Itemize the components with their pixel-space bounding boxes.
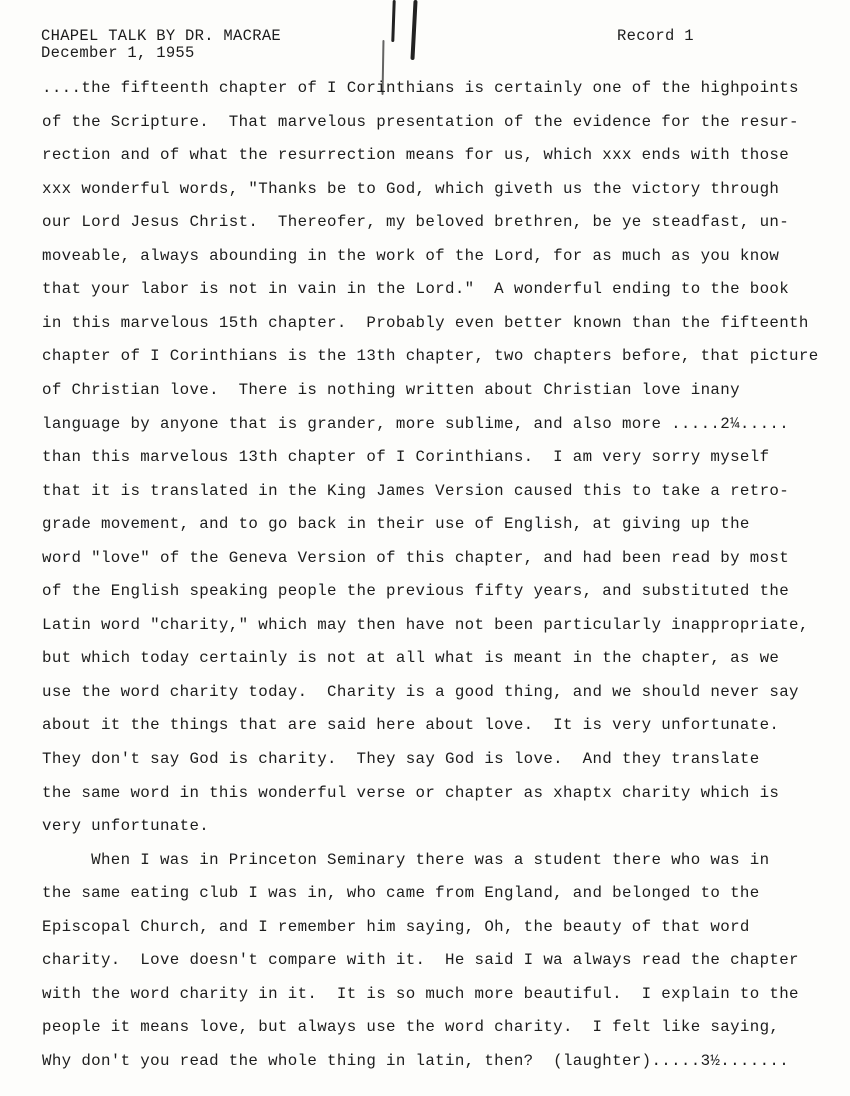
text-line: of Christian love. There is nothing written about Christian love inany <box>42 380 740 399</box>
pen-stroke-mark <box>410 0 417 60</box>
text-line: Why don't you read the whole thing in latin, then? (laughter).....3½....... <box>42 1051 790 1070</box>
text-line: in this marvelous 15th chapter. Probably even better known than the fifteenth <box>42 313 809 332</box>
text-line: our Lord Jesus Christ. Thereofer, my beloved brethren, be ye steadfast, un- <box>42 213 790 232</box>
text-line: They don't say God is charity. They say God is love. And they translate <box>42 750 760 768</box>
pen-stroke-mark <box>391 0 395 42</box>
text-line: grade movement, and to go back in their use of English, at giving up the <box>42 515 750 534</box>
text-line: Latin word "charity," which may then have not been particularly inappropriate, <box>42 615 809 634</box>
text-line: with the word charity in it. It is so much more beautiful. I explain to the <box>42 984 799 1003</box>
text-line: but which today certainly is not at all what is meant in the chapter, as we <box>42 649 780 668</box>
text-line: When I was in Princeton Seminary there was a student there who was in <box>42 850 770 869</box>
text-line: about it the things that are said here about love. It is very unfortunate. <box>42 716 780 735</box>
text-line: ....the fifteenth chapter of I Corinthians is certainly one of the highpoints <box>42 79 799 97</box>
text-line: the same word in this wonderful verse or chapter as xhaptx charity which is <box>42 783 780 802</box>
text-line: word "love" of the Geneva Version of this chapter, and had been read by most <box>42 548 790 567</box>
text-line: charity. Love doesn't compare with it. He said I wa always read the chapter <box>42 951 799 970</box>
text-line: moveable, always abounding in the work of the Lord, for as much as you know <box>42 246 780 265</box>
text-line: very unfortunate. <box>42 817 210 836</box>
text-line: language by anyone that is grander, more sublime, and also more .....2¼..... <box>42 414 790 433</box>
text-line: Episcopal Church, and I remember him saying, Oh, the beauty of that word <box>42 917 750 936</box>
text-line: use the word charity today. Charity is a good thing, and we should never say <box>42 682 799 701</box>
text-line: chapter of I Corinthians is the 13th chapter, two chapters before, that picture <box>42 347 819 366</box>
text-line: xxx wonderful words, "Thanks be to God, which giveth us the victory through <box>42 179 780 198</box>
text-line: of the Scripture. That marvelous presentation of the evidence for the resur- <box>42 112 799 131</box>
text-line: that it is translated in the King James Version caused this to take a retro- <box>42 481 790 500</box>
text-line: than this marvelous 13th chapter of I Corinthians. I am very sorry myself <box>42 448 770 467</box>
text-line: rection and of what the resurrection means for us, which xxx ends with those <box>42 146 790 165</box>
document-date: December 1, 1955 <box>41 44 195 62</box>
text-line: that your labor is not in vain in the Lord." A wonderful ending to the book <box>42 280 790 299</box>
record-number: Record 1 <box>617 27 694 45</box>
text-line: people it means love, but always use the word charity. I felt like saying, <box>42 1018 780 1037</box>
document-title: CHAPEL TALK BY DR. MACRAE <box>41 27 282 45</box>
text-line: of the English speaking people the previous fifty years, and substituted the <box>42 582 790 601</box>
text-line: the same eating club I was in, who came from England, and belonged to the <box>42 884 760 903</box>
